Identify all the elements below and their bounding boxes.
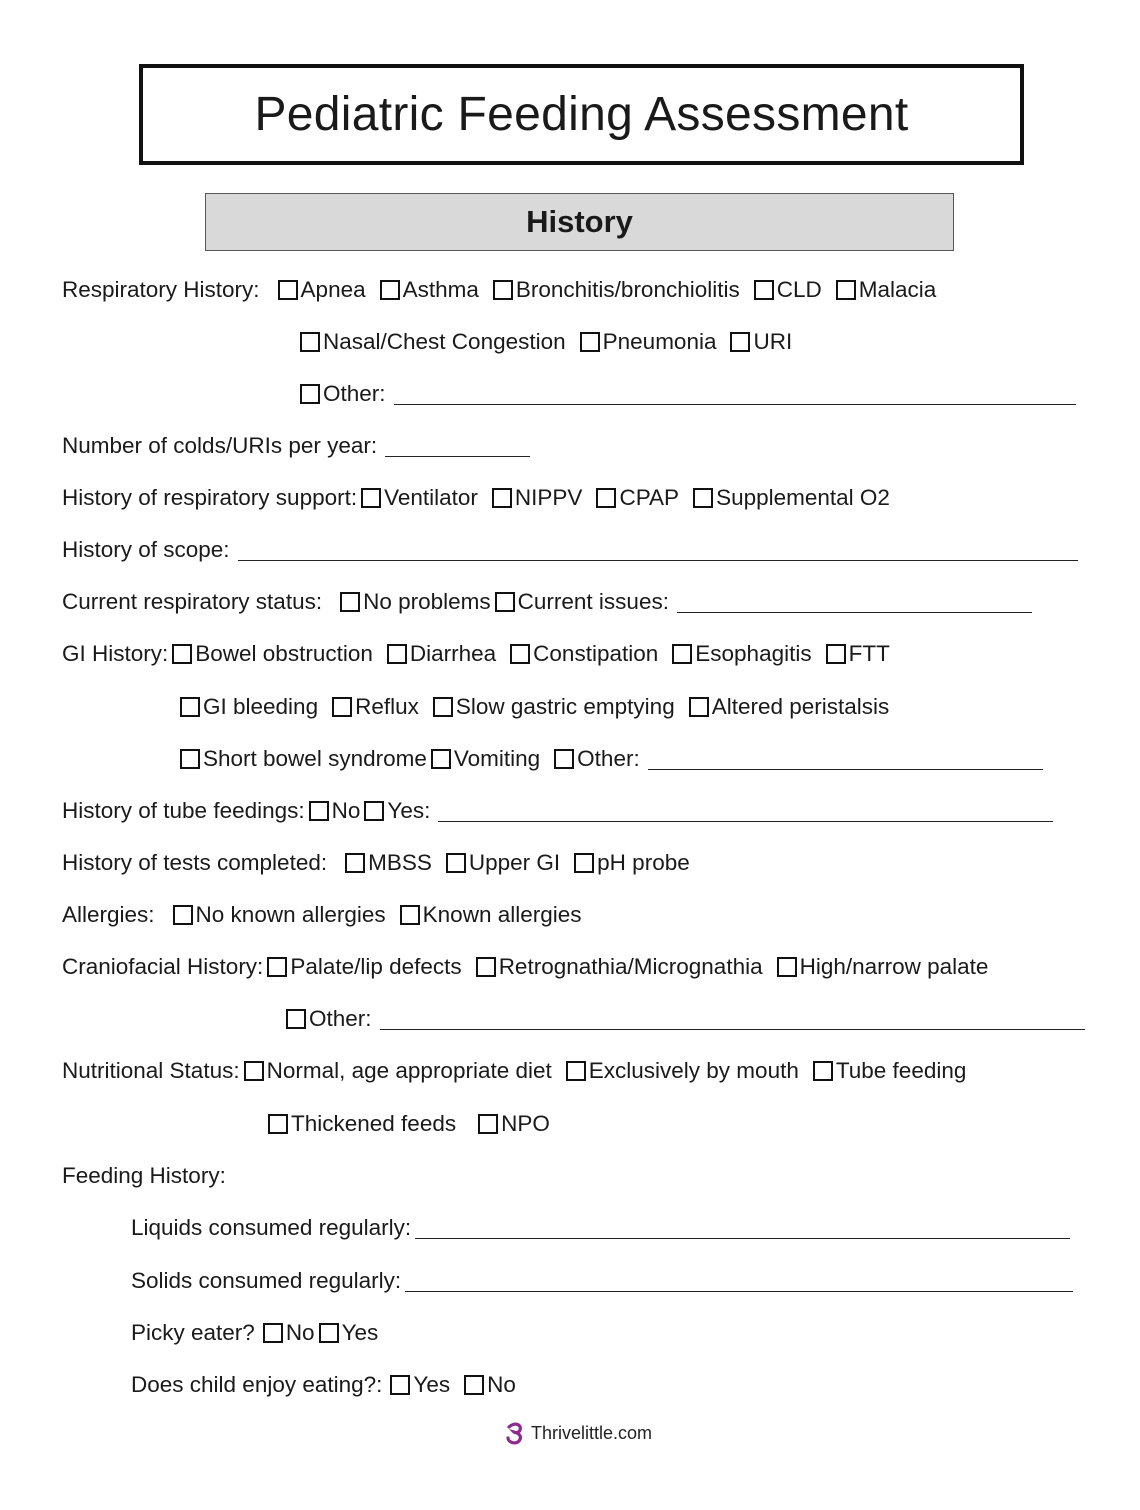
checkbox-icon[interactable]: [672, 644, 692, 664]
current-resp-label: Current respiratory status:: [62, 589, 323, 614]
checkbox-no-problems[interactable]: No problems: [340, 587, 491, 617]
gi-row-2: [180, 692, 903, 722]
liquids-label: Liquids consumed regularly:: [131, 1215, 412, 1240]
checkbox-icon[interactable]: [431, 749, 451, 769]
gi-row-3: [180, 744, 1043, 774]
form-title-box: [139, 64, 1024, 165]
checkbox-mbss[interactable]: MBSS: [345, 848, 432, 878]
gi-label: GI History:: [62, 641, 169, 666]
checkbox-icon[interactable]: [693, 488, 713, 508]
checkbox-current-issues[interactable]: Current issues:: [495, 587, 669, 617]
checkbox-icon[interactable]: [495, 592, 515, 612]
checkbox-respiratory-other[interactable]: Other:: [300, 379, 386, 409]
checkbox-normal-diet[interactable]: Normal, age appropriate diet: [244, 1056, 552, 1086]
checkbox-icon[interactable]: [340, 592, 360, 612]
scope-row: [62, 535, 1078, 565]
checkbox-icon[interactable]: [580, 332, 600, 352]
checkbox-no-known-allergies[interactable]: No known allergies: [173, 900, 386, 930]
resp-support-label: History of respiratory support:: [62, 485, 358, 510]
checkbox-picky-yes[interactable]: Yes: [319, 1318, 379, 1348]
checkbox-retrognathia[interactable]: Retrognathia/Micrognathia: [476, 952, 763, 982]
checkbox-ventilator[interactable]: Ventilator: [361, 483, 478, 513]
allergies-label: Allergies:: [62, 902, 155, 927]
checkbox-apnea[interactable]: Apnea: [278, 275, 366, 305]
colds-row: [62, 431, 530, 461]
checkbox-tube-no[interactable]: No: [309, 796, 361, 826]
resp-support-row: [62, 483, 904, 513]
current-issues-field[interactable]: [677, 592, 1032, 613]
checkbox-enjoy-no[interactable]: No: [464, 1370, 516, 1400]
checkbox-cld[interactable]: CLD: [754, 275, 822, 305]
nutrition-row-1: [62, 1056, 980, 1086]
solids-field[interactable]: [405, 1271, 1073, 1292]
checkbox-icon[interactable]: [380, 280, 400, 300]
liquids-row: [131, 1213, 1070, 1243]
checkbox-icon[interactable]: [813, 1061, 833, 1081]
respiratory-row-3: [300, 379, 1076, 409]
nutrition-row-2: [268, 1109, 564, 1139]
checkbox-nippv[interactable]: NIPPV: [492, 483, 583, 513]
checkbox-icon[interactable]: [300, 384, 320, 404]
checkbox-vomiting[interactable]: Vomiting: [431, 744, 540, 774]
checkbox-icon[interactable]: [730, 332, 750, 352]
checkbox-supplemental-o2[interactable]: Supplemental O2: [693, 483, 890, 513]
picky-label: Picky eater?: [131, 1320, 255, 1345]
checkbox-icon[interactable]: [446, 853, 466, 873]
checkbox-icon[interactable]: [478, 1114, 498, 1134]
checkbox-icon[interactable]: [464, 1375, 484, 1395]
respiratory-row-2: [300, 327, 806, 357]
craniofacial-label: Craniofacial History:: [62, 954, 264, 979]
checkbox-ph-probe[interactable]: pH probe: [574, 848, 690, 878]
enjoy-label: Does child enjoy eating?:: [131, 1372, 383, 1397]
gi-other-field[interactable]: [648, 749, 1043, 770]
checkbox-icon[interactable]: [387, 644, 407, 664]
checkbox-nasal-congestion[interactable]: Nasal/Chest Congestion: [300, 327, 566, 357]
checkbox-craniofacial-other[interactable]: Other:: [286, 1004, 372, 1034]
craniofacial-other-field[interactable]: [380, 1009, 1085, 1030]
checkbox-icon[interactable]: [493, 280, 513, 300]
checkbox-icon[interactable]: [554, 749, 574, 769]
liquids-field[interactable]: [415, 1218, 1070, 1239]
nutrition-label: Nutritional Status:: [62, 1058, 240, 1083]
checkbox-tube-yes[interactable]: Yes:: [364, 796, 430, 826]
checkbox-bowel-obstruction[interactable]: Bowel obstruction: [172, 639, 373, 669]
checkbox-short-bowel[interactable]: Short bowel syndrome: [180, 744, 427, 774]
checkbox-slow-gastric-emptying[interactable]: Slow gastric emptying: [433, 692, 675, 722]
checkbox-npo[interactable]: NPO: [478, 1109, 550, 1139]
checkbox-icon[interactable]: [267, 957, 287, 977]
enjoy-row: [131, 1370, 530, 1400]
section-title: History: [526, 204, 633, 239]
checkbox-known-allergies[interactable]: Known allergies: [400, 900, 582, 930]
checkbox-diarrhea[interactable]: Diarrhea: [387, 639, 496, 669]
checkbox-icon[interactable]: [309, 801, 329, 821]
checkbox-thickened-feeds[interactable]: Thickened feeds: [268, 1109, 456, 1139]
footer: [505, 1421, 652, 1445]
checkbox-icon[interactable]: [286, 1009, 306, 1029]
checkbox-icon[interactable]: [278, 280, 298, 300]
checkbox-icon[interactable]: [361, 488, 381, 508]
picky-row: [131, 1318, 392, 1348]
craniofacial-row-1: [62, 952, 988, 982]
checkbox-icon[interactable]: [689, 697, 709, 717]
checkbox-icon[interactable]: [400, 905, 420, 925]
checkbox-picky-no[interactable]: No: [263, 1318, 315, 1348]
checkbox-high-narrow-palate[interactable]: High/narrow palate: [777, 952, 989, 982]
checkbox-icon[interactable]: [836, 280, 856, 300]
solids-label: Solids consumed regularly:: [131, 1268, 402, 1293]
checkbox-icon[interactable]: [777, 957, 797, 977]
checkbox-pneumonia[interactable]: Pneumonia: [580, 327, 717, 357]
checkbox-constipation[interactable]: Constipation: [510, 639, 658, 669]
checkbox-icon[interactable]: [345, 853, 365, 873]
allergies-row: [62, 900, 596, 930]
checkbox-icon[interactable]: [180, 697, 200, 717]
checkbox-icon[interactable]: [754, 280, 774, 300]
checkbox-icon[interactable]: [268, 1114, 288, 1134]
checkbox-gi-bleeding[interactable]: GI bleeding: [180, 692, 318, 722]
feeding-history-row: [62, 1161, 226, 1191]
checkbox-malacia[interactable]: Malacia: [836, 275, 937, 305]
checkbox-esophagitis[interactable]: Esophagitis: [672, 639, 811, 669]
checkbox-icon[interactable]: [433, 697, 453, 717]
respiratory-row-1: [62, 275, 950, 305]
checkbox-upper-gi[interactable]: Upper GI: [446, 848, 560, 878]
checkbox-icon[interactable]: [172, 644, 192, 664]
checkbox-icon[interactable]: [566, 1061, 586, 1081]
colds-field[interactable]: [385, 436, 530, 457]
respiratory-label: Respiratory History:: [62, 277, 260, 302]
respiratory-other-field[interactable]: [394, 384, 1076, 405]
current-resp-row: [62, 587, 1032, 617]
section-header: [205, 193, 954, 251]
checkbox-icon[interactable]: [510, 644, 530, 664]
checkbox-icon[interactable]: [826, 644, 846, 664]
checkbox-icon[interactable]: [244, 1061, 264, 1081]
craniofacial-row-2: [286, 1004, 1085, 1034]
checkbox-gi-other[interactable]: Other:: [554, 744, 640, 774]
form-title: Pediatric Feeding Assessment: [254, 88, 909, 141]
checkbox-icon[interactable]: [574, 853, 594, 873]
checkbox-icon[interactable]: [300, 332, 320, 352]
checkbox-bronchitis[interactable]: Bronchitis/bronchiolitis: [493, 275, 740, 305]
checkbox-icon[interactable]: [263, 1323, 283, 1343]
scope-label: History of scope:: [62, 537, 230, 562]
thrivelittle-logo-icon: [505, 1421, 525, 1445]
checkbox-icon[interactable]: [492, 488, 512, 508]
scope-field[interactable]: [238, 540, 1078, 561]
checkbox-cpap[interactable]: CPAP: [596, 483, 679, 513]
checkbox-enjoy-yes[interactable]: Yes: [390, 1370, 450, 1400]
checkbox-palate-lip[interactable]: Palate/lip defects: [267, 952, 461, 982]
checkbox-tube-feeding[interactable]: Tube feeding: [813, 1056, 967, 1086]
checkbox-icon[interactable]: [332, 697, 352, 717]
colds-label: Number of colds/URIs per year:: [62, 433, 378, 458]
checkbox-icon[interactable]: [596, 488, 616, 508]
checkbox-uri[interactable]: URI: [730, 327, 792, 357]
checkbox-icon[interactable]: [390, 1375, 410, 1395]
footer-site: Thrivelittle.com: [531, 1422, 653, 1443]
tube-row: [62, 796, 1053, 826]
solids-row: [131, 1266, 1073, 1296]
checkbox-exclusively-by-mouth[interactable]: Exclusively by mouth: [566, 1056, 799, 1086]
tests-row: [62, 848, 704, 878]
feeding-history-label: Feeding History:: [62, 1163, 226, 1188]
checkbox-icon[interactable]: [319, 1323, 339, 1343]
checkbox-altered-peristalsis[interactable]: Altered peristalsis: [689, 692, 890, 722]
checkbox-reflux[interactable]: Reflux: [332, 692, 419, 722]
gi-row-1: [62, 639, 904, 669]
tube-label: History of tube feedings:: [62, 798, 305, 823]
checkbox-asthma[interactable]: Asthma: [380, 275, 479, 305]
checkbox-ftt[interactable]: FTT: [826, 639, 890, 669]
checkbox-icon[interactable]: [173, 905, 193, 925]
checkbox-icon[interactable]: [180, 749, 200, 769]
tests-label: History of tests completed:: [62, 850, 328, 875]
checkbox-icon[interactable]: [364, 801, 384, 821]
tube-yes-field[interactable]: [438, 801, 1053, 822]
checkbox-icon[interactable]: [476, 957, 496, 977]
